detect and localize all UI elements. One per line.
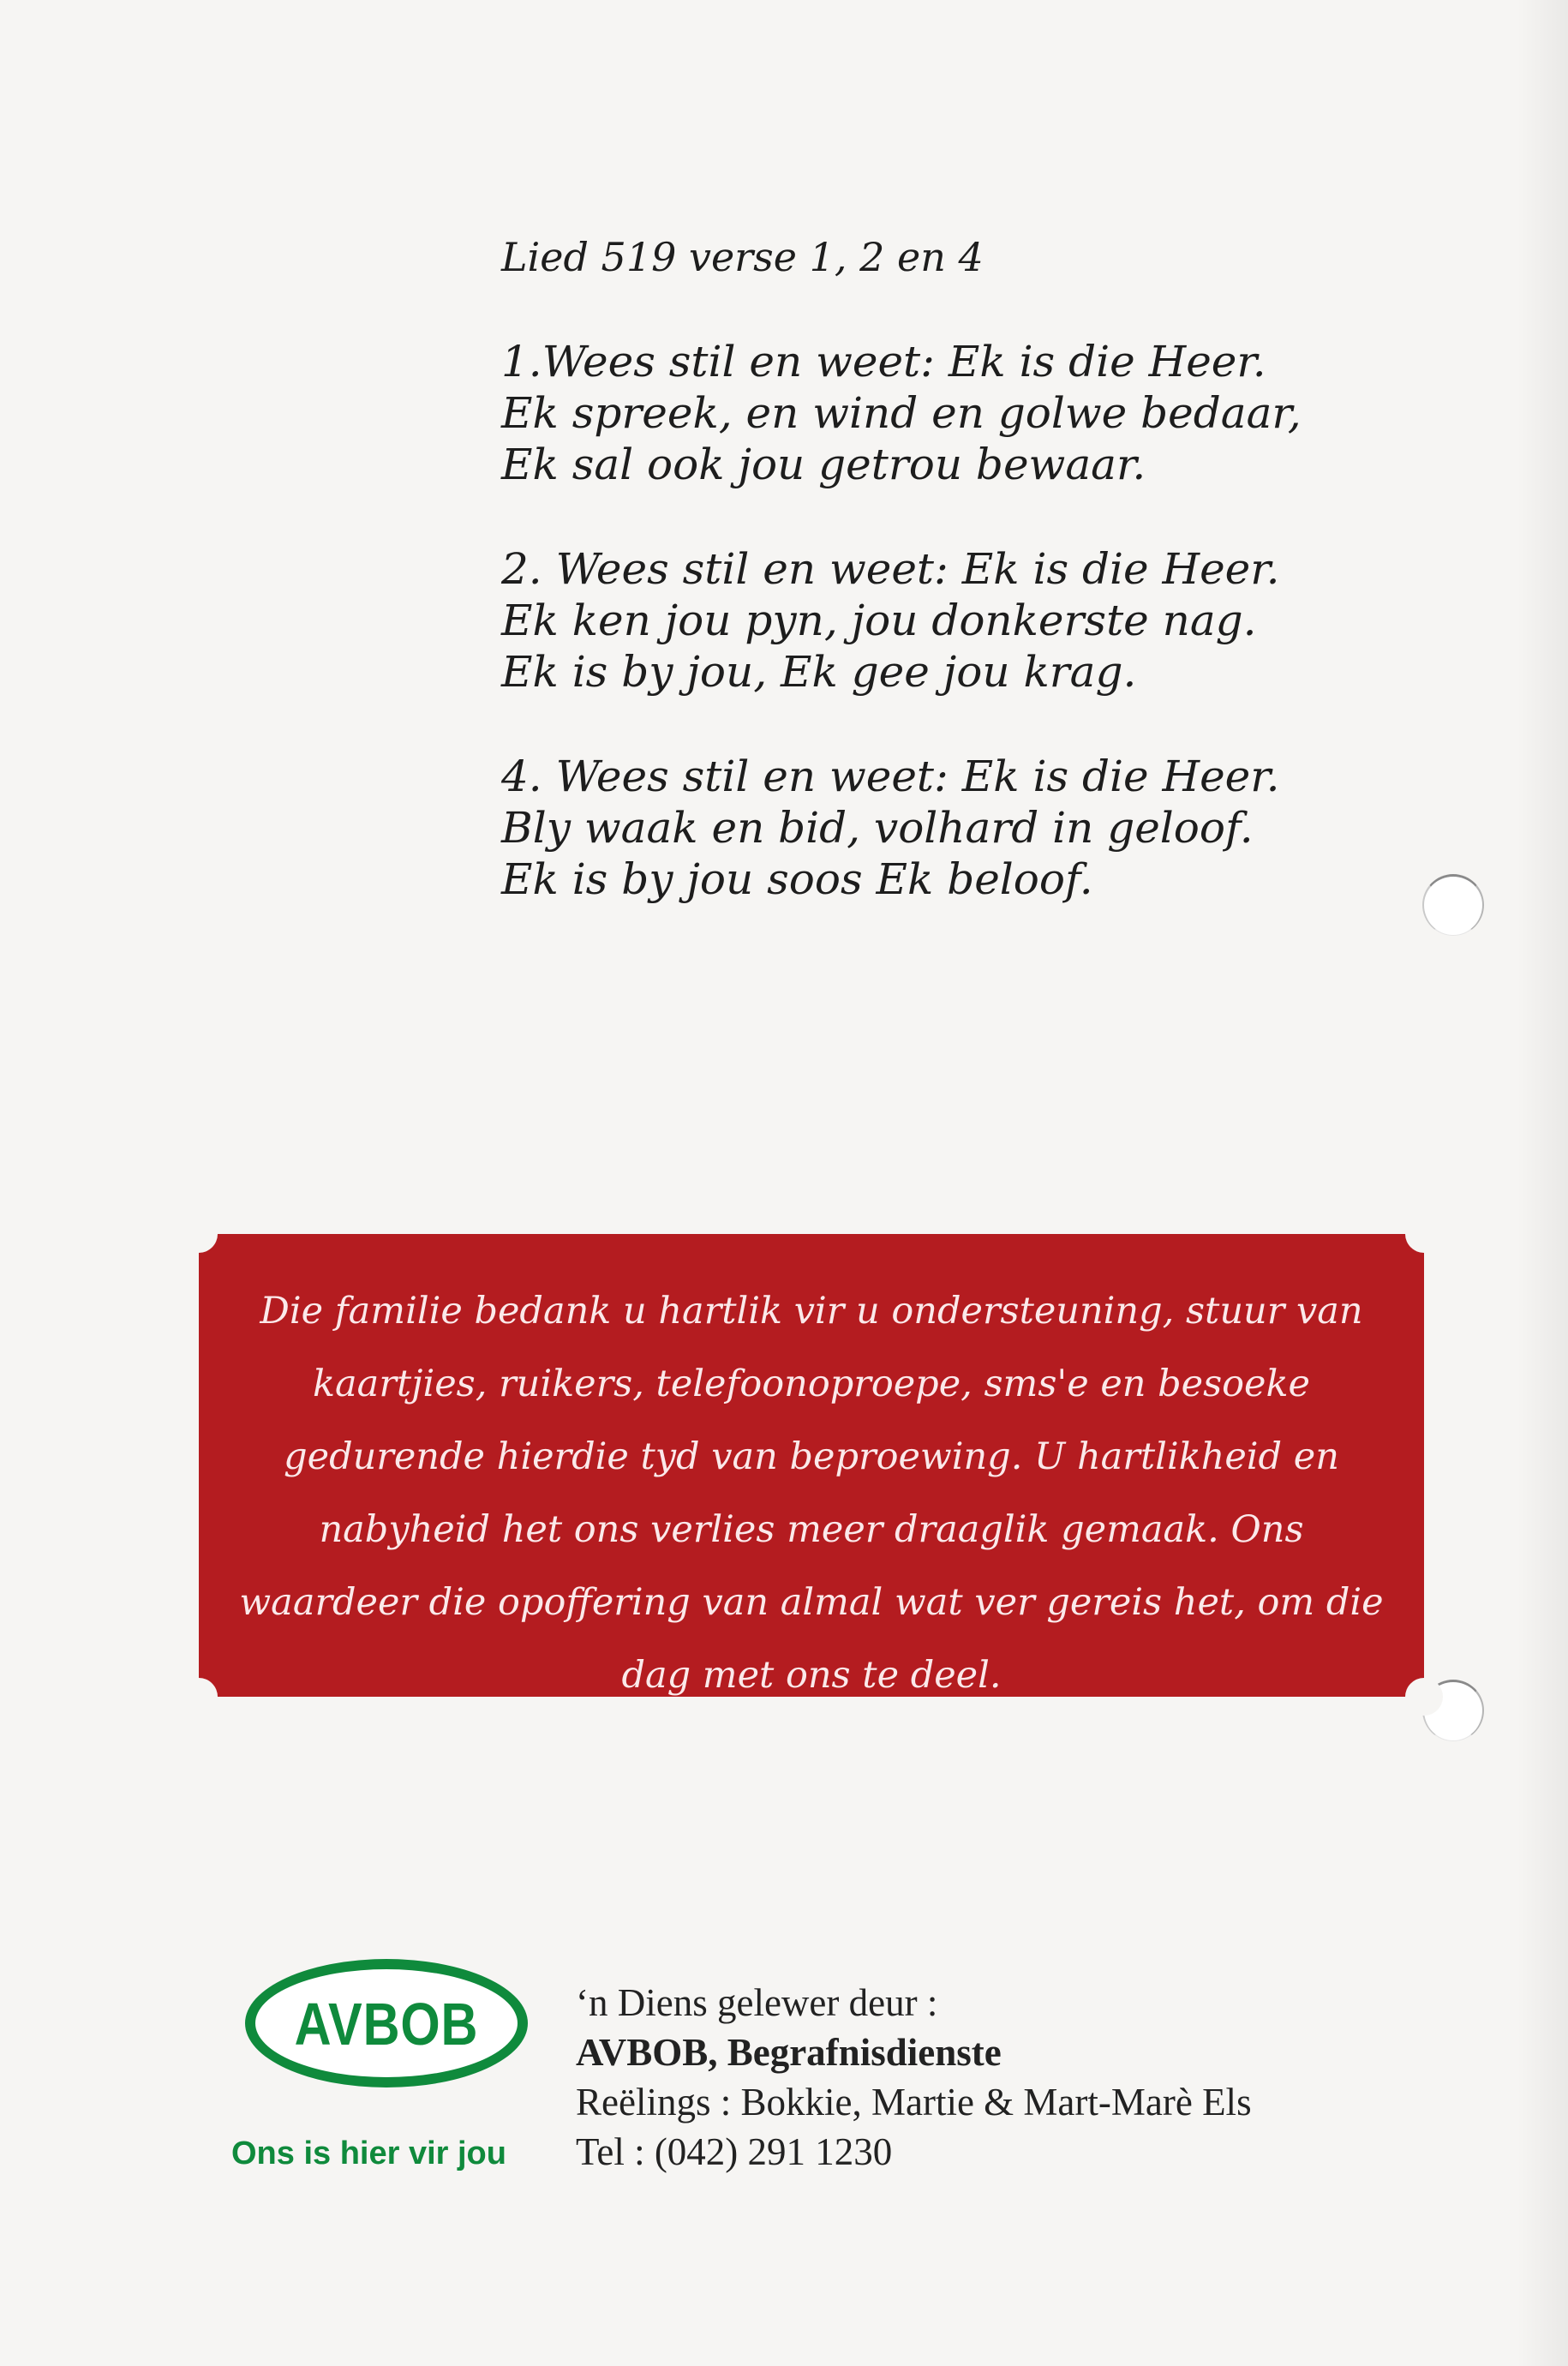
verse-line: 1.Wees stil en weet: Ek is die Heer. <box>501 337 1266 386</box>
punch-hole-top <box>1422 874 1484 936</box>
hymn-section <box>501 231 1358 958</box>
verse-1 <box>501 336 1358 490</box>
service-arrangements: Reëlings : Bokkie, Martie & Mart-Marè Els <box>576 2081 1252 2123</box>
verse-line: 4. Wees stil en weet: Ek is die Heer. <box>501 752 1280 801</box>
verse-2 <box>501 543 1358 698</box>
service-company: AVBOB, Begrafnisdienste <box>576 2031 1002 2074</box>
verse-line: Ek ken jou pyn, jou donkerste nag. <box>501 596 1257 645</box>
verse-line: Ek is by jou soos Ek beloof. <box>501 854 1093 904</box>
verse-line: 2. Wees stil en weet: Ek is die Heer. <box>501 544 1280 594</box>
verse-line: Bly waak en bid, volhard in geloof. <box>501 803 1254 853</box>
hymn-title: Lied 519 verse 1, 2 en 4 <box>501 234 984 280</box>
verse-4 <box>501 751 1358 905</box>
service-phone: Tel : (042) 291 1230 <box>576 2130 893 2173</box>
panel-corner-notch <box>180 1215 218 1253</box>
verse-line: Ek spreek, en wind en golwe bedaar, <box>501 388 1302 438</box>
panel-corner-notch <box>1405 1678 1443 1716</box>
logo-tagline: Ons is hier vir jou <box>231 2135 506 2171</box>
logo-wordmark: AVBOB <box>294 1991 479 2058</box>
panel-corner-notch <box>180 1678 218 1716</box>
page-edge-shadow <box>1517 0 1568 2366</box>
panel-corner-notch <box>1405 1215 1443 1253</box>
thank-you-panel <box>199 1234 1424 1697</box>
avbob-logo <box>231 1954 557 2185</box>
service-credits <box>576 1978 1252 2177</box>
verse-line: Ek sal ook jou getrou bewaar. <box>501 440 1146 489</box>
service-intro: ‘n Diens gelewer deur : <box>576 1981 938 2024</box>
verse-line: Ek is by jou, Ek gee jou krag. <box>501 647 1137 697</box>
thank-you-message: Die familie bedank u hartlik vir u ondersteuning, stuur van kaartjies, ruikers, telefoonoproepe, sms'e en besoeke gedurende hierdie tyd van beproewing. U hartlikheid en nabyheid het ons verlies meer draaglik gemaak. Ons waardeer die opoffering van almal wat ver gereis het, om die dag met ons te deel. <box>239 1290 1384 1697</box>
